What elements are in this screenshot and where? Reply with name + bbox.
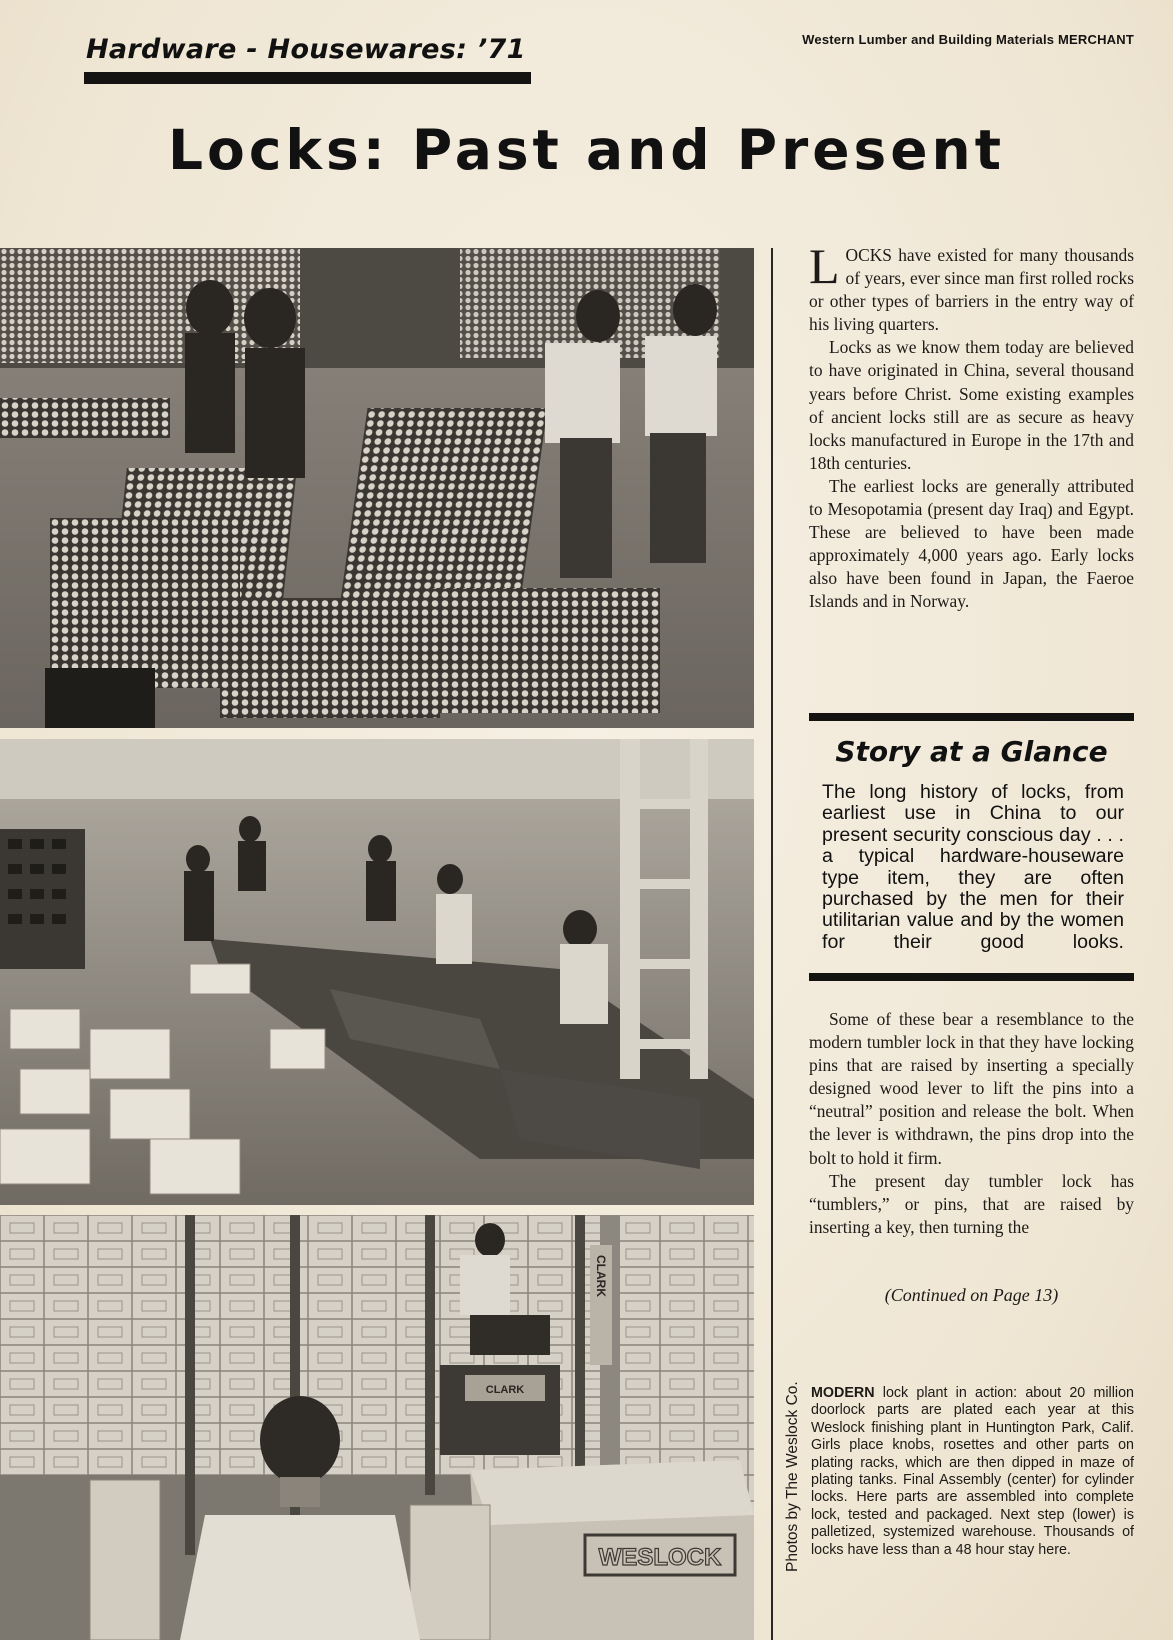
masthead: Western Lumber and Building Materials MERCHANT xyxy=(802,32,1134,47)
sign-clark-forklift: CLARK xyxy=(485,1384,525,1396)
column-rule xyxy=(771,248,773,1640)
glance-top-rule xyxy=(809,713,1134,721)
glance-title: Story at a Glance xyxy=(835,735,1108,768)
photo-credit: Photos by The Weslock Co. xyxy=(784,1381,801,1572)
section-tag: Hardware - Housewares: ’71 xyxy=(86,34,526,65)
glance-text-last: women for their good looks. xyxy=(822,909,1124,953)
photo-plating-racks xyxy=(0,248,754,728)
drop-cap: L xyxy=(809,238,840,294)
paragraph-2: Locks as we know them today are believed to have originated in China, several thousand years before Christ. Some existing examples of ancient locks still are as secure as heavy locks manufactured in Europe in the 17th and 18th centuries. xyxy=(809,337,1134,473)
paragraph-5: The present day tumbler lock has “tumblers,” or pins, that are raised by inserting a key, then turning the xyxy=(809,1170,1134,1237)
glance-text: The long history of locks, from earliest use in China to our present security conscious day . . . a typical hardware-houseware type item, they are often purchased by the men for their utilitarian value and by the women for their good looks. xyxy=(822,781,1124,953)
paragraph-4: Some of these bear a resemblance to the modern tumbler lock in that they have locking pins that are raised by inserting a specially designed wood lever to lift the pins into a “neutral” position and release the bolt. When the lever is withdrawn, the pins drop into the bolt to hold it firm. xyxy=(809,1009,1134,1168)
sign-clark-vertical: CLARK xyxy=(594,1255,608,1297)
sign-weslock-box: WESLOCK xyxy=(598,1544,722,1571)
caption-text: lock plant in action: about 20 million doorlock parts are plated each year at this Weslock finishing plant in Huntington Park, Calif. Girls place knobs, rosettes and other parts on plating racks, which are then dipped in maze of plating tanks. Final Assembly (center) for cylinder locks. Here parts are assembled into complete lock, tested and packaged. Next step (lower) is palletized, systemized warehouse. Thousands of locks have less than a 48 hour stay here. xyxy=(811,1385,1134,1558)
photo-caption xyxy=(811,1385,1134,1559)
section-rule xyxy=(84,72,531,84)
continued-note: (Continued on Page 13) xyxy=(884,1285,1059,1305)
article-continued xyxy=(809,1008,1134,1239)
article-intro xyxy=(809,238,1134,614)
paragraph-3: The earliest locks are generally attributed to Mesopotamia (present day Iraq) and Egypt. These are believed to have been made approximately 4,000 years ago. Early locks also have been found in Japan, the Faeroe Islands and in Norway. xyxy=(809,475,1134,612)
headline: Locks: Past and Present xyxy=(167,118,1006,182)
glance-bottom-rule xyxy=(809,973,1134,981)
caption-lead: MODERN xyxy=(811,1385,875,1401)
photo-assembly-line xyxy=(0,739,754,1205)
photo-warehouse xyxy=(0,1215,754,1640)
paragraph-1: LOCKS have existed for many thousands of years, ever since man first rolled rocks or other types of barriers in the entry way of his living quarters. xyxy=(809,238,1134,335)
